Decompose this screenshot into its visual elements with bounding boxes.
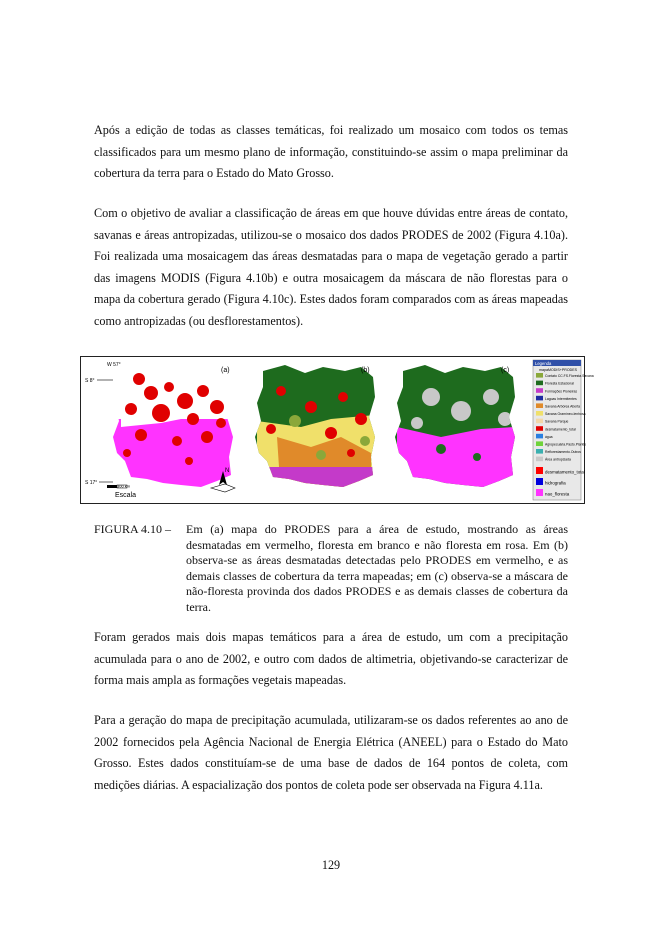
legend-item-swatch-2	[536, 388, 543, 393]
legend-item-label-4: Savana Arbórea Aberta	[545, 404, 581, 409]
paragraph-1: Após a edição de todas as classes temáticas, foi realizado um mosaico com todos os temas classificados para um mesmo plano de informação, constituindo-se assim o mapa preliminar da cobertura da terra para o Estado do Mato Grosso.	[94, 123, 568, 181]
legend-layer-name: mapaMODIS+PRODES	[539, 368, 578, 372]
legend-item-label-10: Reflorestamento.Outros	[545, 450, 581, 455]
panel-label-c: (c)	[501, 367, 510, 374]
map-panel-c	[387, 359, 521, 501]
scale-value: 300 km	[117, 483, 131, 489]
map-panel-a	[85, 362, 236, 499]
legend-layer-label-2: nao_floresta	[545, 491, 570, 497]
legend-item-swatch-0	[536, 373, 543, 378]
legend-item-swatch-1	[536, 381, 543, 386]
legend-item-label-6: Savana Parque	[545, 419, 569, 424]
legend-item-label-8: água	[545, 434, 553, 439]
paragraph-3: Foram gerados mais dois mapas temáticos para a área de estudo, um com a precipitação acumulada para o ano de 2002, e outro com dados de altimetria, objetivando-se caracterizar de forma mais ampla as formações vegetais mapeadas.	[94, 630, 568, 688]
paragraph-2: Com o objetivo de avaliar a classificação de áreas em que houve dúvidas entre áreas de contato, savanas e áreas antropizadas, utilizou-se o mosaico dos dados PRODES de 2002 (Figura 4.10a). Foi realizada uma mosaicagem das áreas desmatadas para o mapa de vegetação gerado a partir das imagens MODIS (Figura 4.10b) e outra mosaicagem da máscara de não florestas para o mapa da cobertura gerado (Figura 4.10c). Estes dados foram comparados com as áreas mapeadas como antropizadas (ou desflorestamentos).	[94, 206, 568, 328]
coord-label-w57: W 57°	[107, 362, 121, 368]
legend-layer-swatch-1	[536, 478, 543, 485]
legend-item-swatch-5	[536, 411, 543, 416]
legend-item-swatch-11	[536, 457, 543, 462]
legend-item-label-11: Área antropizada	[545, 457, 571, 462]
scale-bar	[107, 484, 136, 500]
legend-item-swatch-6	[536, 419, 543, 424]
coord-label-s17: S 17°	[85, 480, 98, 486]
legend-layer-swatch-2	[536, 489, 543, 496]
legend-item-swatch-7	[536, 426, 543, 431]
legend-item-label-0: Contato CC.FS.Floresta.Savana	[545, 374, 594, 379]
legend-item-label-9: Agropecuária.Pasto.Plantio	[545, 442, 587, 447]
legend-item-label-7: desmatamento_total	[545, 427, 576, 432]
caption-label: FIGURA 4.10 –	[94, 522, 172, 536]
legend-item-swatch-9	[536, 441, 543, 446]
map-panel-b	[247, 359, 381, 501]
page-number: 129	[321, 858, 341, 872]
legend-layer-label-0: desmatamento_total	[545, 469, 585, 475]
legend-item-label-2: Formações Pioneiras	[545, 389, 578, 394]
panel-label-a: (a)	[221, 367, 230, 374]
legend-item-swatch-10	[536, 449, 543, 454]
figure-4-10	[80, 356, 594, 504]
legend-item-label-1: Floresta Estacional	[545, 381, 574, 386]
legend-item-label-5: Savana Gramíneo-lenhosa	[545, 412, 586, 417]
legend-title: Legenda	[535, 361, 552, 366]
north-label: N	[225, 468, 230, 474]
panel-label-b: (b)	[361, 367, 370, 374]
legend-layer-swatch-0	[536, 467, 543, 474]
coord-label-s8: S 8°	[85, 378, 95, 384]
figure-legend	[533, 360, 594, 500]
legend-item-swatch-8	[536, 434, 543, 439]
legend-item-label-3: Lagoas Intermitentes	[545, 396, 577, 401]
legend-item-swatch-3	[536, 396, 543, 401]
paragraph-4: Para a geração do mapa de precipitação acumulada, utilizaram-se os dados referentes ao ano de 2002 fornecidos pela Agência Nacional de Energia Elétrica (ANEEL) para o Estado do Mato Grosso. Estes dados constituíam-se de uma base de dados de 164 pontos de coleta, com medições diárias. A espacialização dos pontos de coleta pode ser observada na Figura 4.11a.	[94, 713, 568, 792]
legend-item-swatch-4	[536, 403, 543, 408]
legend-layer-label-1: hidrografia	[545, 480, 566, 486]
scale-label: Escala	[115, 492, 137, 499]
caption-text: Em (a) mapa do PRODES para a área de estudo, mostrando as áreas desmatadas em vermelho, floresta em branco e não floresta em rosa. Em (b) observa-se as áreas desmatadas detectadas pelo PRODES em vermelho, e as demais classes de cobertura da terra mapeadas; em (c) observa-se a máscara de não-floresta provinda dos dados PRODES e as demais classes de cobertura da terra.	[186, 522, 568, 614]
